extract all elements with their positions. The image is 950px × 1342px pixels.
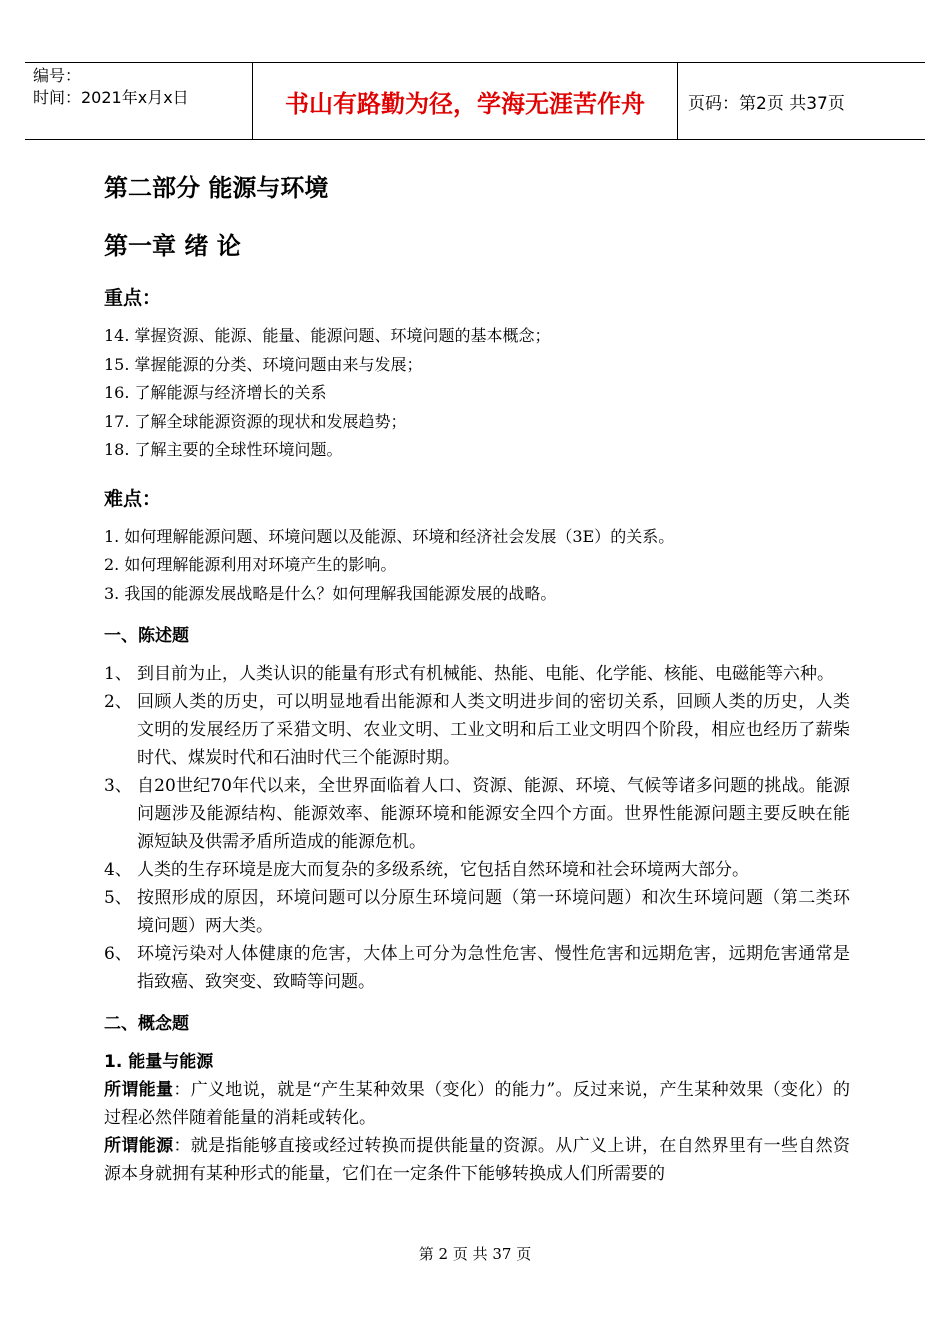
energy-source-definition bbox=[104, 1132, 850, 1188]
item-text: 人类的生存环境是庞大而复杂的多级系统，它包括自然环境和社会环境两大部分。 bbox=[137, 860, 749, 880]
item-text: 到目前为止，人类认识的能量有形式有机械能、热能、电能、化学能、核能、电磁能等六种。 bbox=[137, 664, 834, 684]
item-text: 自20世纪70年代以来，全世界面临着人口、资源、能源、环境、气候等诸多问题的挑战。能源问题涉及能源结构、能源效率、能源环境和能源安全四个方面。世界性能源问题主要反映在能源短缺及供需矛盾所造成的能源危机。 bbox=[137, 776, 850, 852]
energy-definition bbox=[104, 1076, 850, 1132]
section-heading-statements: 一、陈述题 bbox=[104, 626, 189, 646]
page-footer: 第 2 页 共 37 页 bbox=[418, 1245, 532, 1263]
list-item bbox=[104, 856, 850, 884]
list-item: 17. 了解全球能源资源的现状和发展趋势； bbox=[104, 411, 407, 431]
list-item bbox=[104, 940, 850, 996]
list-item bbox=[104, 884, 850, 940]
source-term: 所谓能源 bbox=[104, 1136, 174, 1156]
concept-title: 1. 能量与能源 bbox=[104, 1052, 214, 1072]
item-number: 5、 bbox=[104, 888, 132, 908]
item-number: 4、 bbox=[104, 860, 132, 880]
list-item: 14. 掌握资源、能源、能量、能源问题、环境问题的基本概念； bbox=[104, 326, 551, 345]
list-item bbox=[104, 772, 850, 856]
energy-term: 所谓能量 bbox=[104, 1080, 174, 1100]
list-item bbox=[104, 688, 850, 772]
header-page-info: 页码：第2页 共37页 bbox=[688, 93, 845, 114]
page-header bbox=[25, 62, 925, 140]
number-label: 编号： bbox=[33, 66, 82, 85]
statement-list bbox=[104, 660, 850, 996]
item-text: 按照形成的原因，环境问题可以分原生环境问题（第一环境问题）和次生环境问题（第二类环境问题）两大类。 bbox=[137, 888, 850, 936]
section-heading-concepts: 二、概念题 bbox=[104, 1014, 189, 1034]
header-motto: 书山有路勤为径，学海无涯苦作舟 bbox=[253, 63, 678, 139]
item-text: 环境污染对人体健康的危害，大体上可分为急性危害、慢性危害和远期危害，远期危害通常是指致癌、致突变、致畸等问题。 bbox=[137, 944, 850, 992]
time-label: 时间：2021年x月x日 bbox=[33, 88, 189, 107]
list-item bbox=[104, 660, 850, 688]
item-number: 6、 bbox=[104, 944, 132, 964]
source-text: ：就是指能够直接或经过转换而提供能量的资源。从广义上讲，在自然界里有一些自然资源本身就拥有某种形式的能量，它们在一定条件下能够转换成人们所需要的 bbox=[104, 1136, 851, 1184]
list-item: 15. 掌握能源的分类、环境问题由来与发展； bbox=[104, 354, 423, 374]
item-number: 1、 bbox=[104, 664, 132, 684]
list-item: 2. 如何理解能源利用对环境产生的影响。 bbox=[104, 555, 397, 574]
item-text: 回顾人类的历史，可以明显地看出能源和人类文明进步间的密切关系，回顾人类的历史，人类文明的发展经历了采猎文明、农业文明、工业文明和后工业文明四个阶段，相应也经历了薪柴时代、煤炭时代和石油时代三个能源时期。 bbox=[137, 692, 850, 768]
chapter-title: 第一章 绪 论 bbox=[104, 232, 241, 260]
difficult-points-label: 难点： bbox=[104, 487, 162, 510]
list-item: 16. 了解能源与经济增长的关系 bbox=[104, 383, 327, 402]
key-points-list bbox=[104, 322, 850, 465]
key-points-label: 重点： bbox=[104, 287, 162, 309]
list-item: 3. 我国的能源发展战略是什么？如何理解我国能源发展的战略。 bbox=[104, 583, 557, 603]
document-body bbox=[104, 170, 850, 1188]
header-meta bbox=[25, 63, 253, 139]
item-number: 2、 bbox=[104, 692, 132, 712]
part-title: 第二部分 能源与环境 bbox=[104, 174, 329, 202]
item-number: 3、 bbox=[104, 776, 132, 796]
list-item: 18. 了解主要的全球性环境问题。 bbox=[104, 440, 343, 459]
list-item: 1. 如何理解能源问题、环境问题以及能源、环境和经济社会发展（3E）的关系。 bbox=[104, 526, 675, 546]
energy-text: ：广义地说，就是“产生某种效果（变化）的能力”。反过来说，产生某种效果（变化）的过程必然伴随着能量的消耗或转化。 bbox=[104, 1080, 850, 1128]
difficult-points-list bbox=[104, 523, 850, 609]
